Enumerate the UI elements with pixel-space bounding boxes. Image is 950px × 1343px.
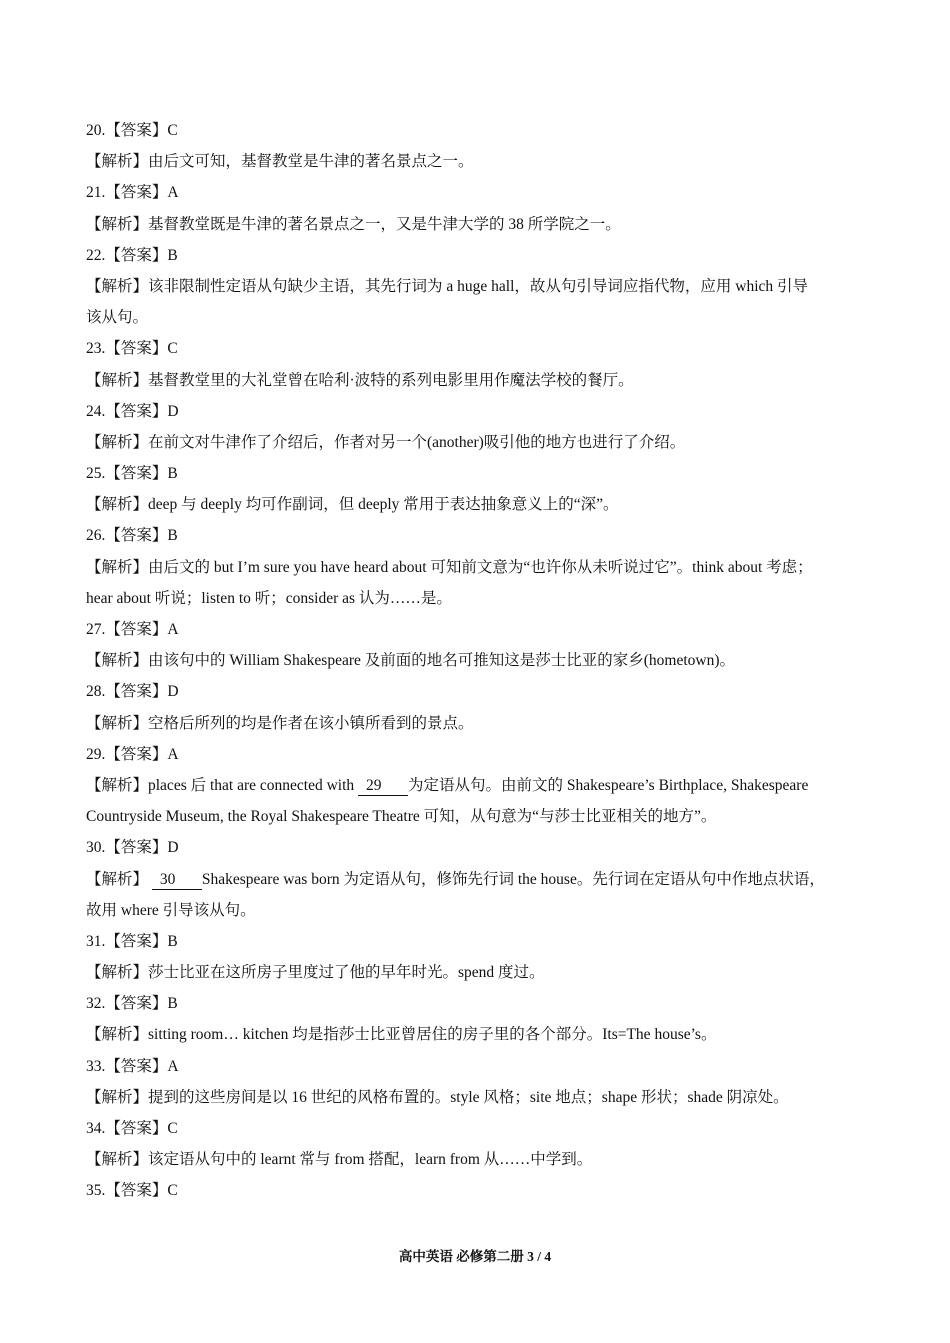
answer-line: 30.【答案】D — [86, 839, 179, 857]
answer-line: 24.【答案】D — [86, 402, 179, 420]
explanation-line: Countryside Museum, the Royal Shakespeare Theatre 可知，从句意为“与莎士比亚相关的地方”。 — [86, 808, 717, 826]
explanation-line: 【解析】sitting room… kitchen 均是指莎士比亚曾居住的房子里的各个部分。Its=The house’s。 — [86, 1026, 717, 1044]
explanation-text: Shakespeare was born 为定语从句，修饰先行词 the house。先行词在定语从句中作地点状语， — [201, 870, 825, 888]
answer-line: 23.【答案】C — [86, 340, 178, 358]
explanation-line — [86, 770, 856, 801]
answer-line: 20.【答案】C — [86, 122, 178, 139]
explanation-line: 【解析】该非限制性定语从句缺少主语，其先行词为 a huge hall，故从句引导词应指代物，应用 which 引导 — [86, 277, 809, 295]
answer-line: 29.【答案】A — [86, 745, 179, 763]
explanation-line: 故用 where 引导该从句。 — [86, 901, 256, 919]
page-footer: 高中英语 必修第二册 3 / 4 — [398, 1249, 552, 1264]
answer-line: 22.【答案】B — [86, 246, 178, 264]
blank-number: 29 — [358, 777, 408, 796]
explanation-line: 【解析】由后文的 but I’m sure you have heard about 可知前文意为“也许你从未听说过它”。think about 考虑； — [86, 558, 813, 576]
answer-line: 32.【答案】B — [86, 995, 178, 1013]
explanation-line: 【解析】莎士比亚在这所房子里度过了他的早年时光。spend 度过。 — [86, 964, 545, 982]
explanation-line: 该从句。 — [86, 309, 149, 327]
answer-key-body — [86, 115, 856, 1207]
explanation-line: hear about 听说；listen to 听；consider as 认为……是。 — [86, 589, 452, 607]
explanation-line: 【解析】基督教堂既是牛津的著名景点之一，又是牛津大学的 38 所学院之一。 — [86, 215, 621, 233]
answer-line: 35.【答案】C — [86, 1182, 178, 1200]
explanation-line: 【解析】该定语从句中的 learnt 常与 from 搭配，learn from 从……中学到。 — [86, 1151, 593, 1169]
answer-line: 21.【答案】A — [86, 184, 179, 202]
explanation-line: 【解析】deep 与 deeply 均可作副词，但 deeply 常用于表达抽象意义上的“深”。 — [86, 496, 619, 514]
answer-line: 28.【答案】D — [86, 683, 179, 701]
explanation-line: 【解析】在前文对牛津作了介绍后，作者对另一个(another)吸引他的地方也进行了介绍。 — [86, 433, 686, 451]
answer-line: 25.【答案】B — [86, 465, 178, 483]
explanation-line: 【解析】提到的这些房间是以 16 世纪的风格布置的。style 风格；site 地点；shape 形状；shade 阴凉处。 — [86, 1088, 789, 1106]
explanation-line: 【解析】由后文可知，基督教堂是牛津的著名景点之一。 — [86, 153, 474, 171]
blank-number: 30 — [152, 871, 202, 890]
answer-line: 26.【答案】B — [86, 527, 178, 545]
answer-line: 34.【答案】C — [86, 1120, 178, 1137]
answer-line: 27.【答案】A — [86, 621, 179, 638]
answer-line: 33.【答案】A — [86, 1057, 179, 1075]
explanation-line — [86, 864, 856, 895]
explanation-line: 【解析】由该句中的 William Shakespeare 及前面的地名可推知这是莎士比亚的家乡(hometown)。 — [86, 652, 736, 670]
explanation-text: 为定语从句。由前文的 Shakespeare’s Birthplace, Shakespeare — [408, 776, 809, 794]
answer-line: 31.【答案】B — [86, 932, 178, 950]
explanation-line: 【解析】基督教堂里的大礼堂曾在哈利·波特的系列电影里用作魔法学校的餐厅。 — [86, 371, 634, 389]
explanation-text: 【解析】places 后 that are connected with — [86, 776, 359, 794]
explanation-line: 【解析】空格后所列的均是作者在该小镇所看到的景点。 — [86, 714, 474, 732]
explanation-text: 【解析】 — [86, 870, 152, 888]
